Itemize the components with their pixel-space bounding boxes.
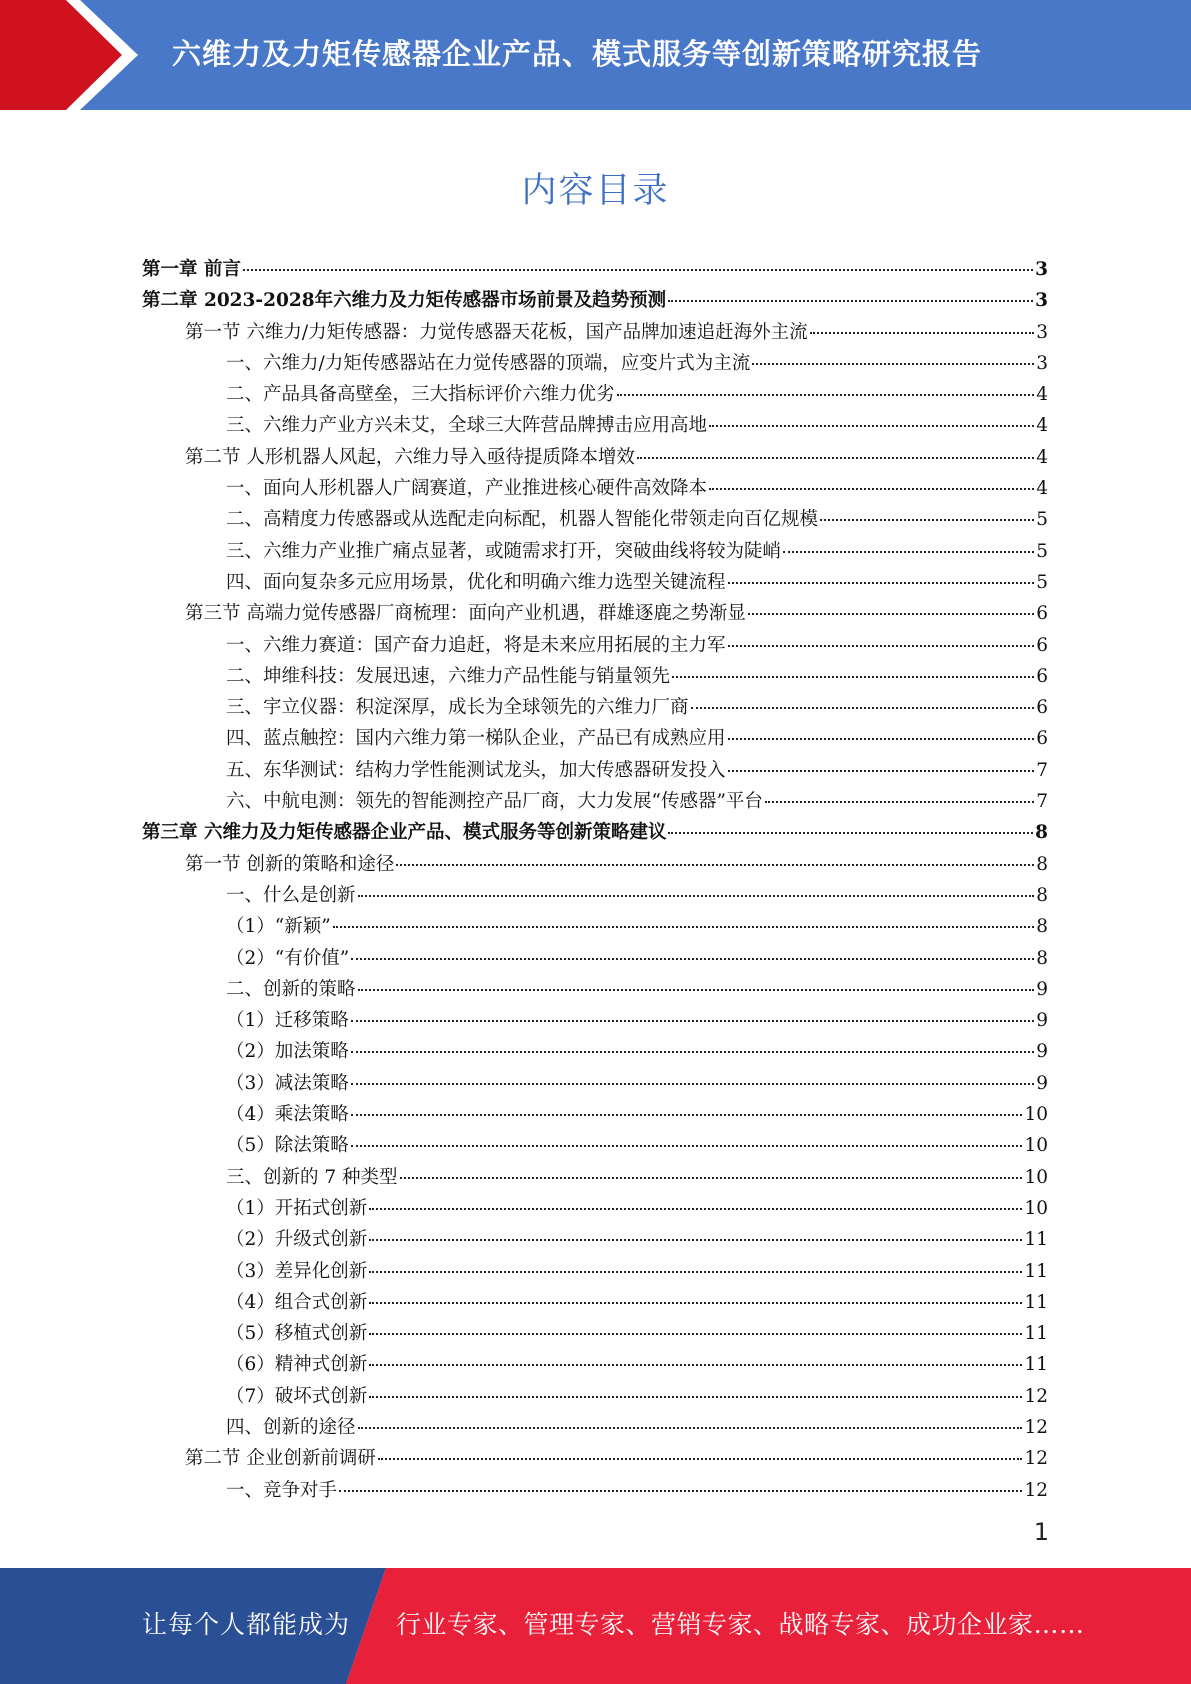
toc-entry-page: 5: [1036, 571, 1048, 593]
toc-dot-leader: [668, 300, 1033, 302]
toc-entry-page: 3: [1036, 352, 1048, 374]
toc-dot-leader: [672, 676, 1034, 678]
toc-entry-title: 三、创新的 7 种类型: [226, 1166, 398, 1188]
toc-entry-title: 一、六维力/力矩传感器站在力觉传感器的顶端，应变片式为主流: [226, 352, 751, 374]
toc-entry-page: 5: [1036, 509, 1048, 531]
toc-dot-leader: [748, 613, 1034, 615]
toc-entry-title: （1）迁移策略: [226, 1010, 349, 1032]
toc-entry-page: 6: [1036, 665, 1048, 687]
toc-entry[interactable]: [142, 974, 1048, 1005]
toc-entry-page: 4: [1036, 478, 1048, 500]
toc-entry[interactable]: [142, 1005, 1048, 1036]
toc-dot-leader: [369, 1364, 1022, 1366]
toc-entry-title: （3）差异化创新: [226, 1260, 368, 1282]
toc-entry[interactable]: [142, 285, 1048, 316]
table-of-contents: [142, 254, 1048, 1506]
toc-entry[interactable]: [142, 911, 1048, 942]
toc-entry-page: 4: [1036, 415, 1048, 437]
toc-dot-leader: [369, 1239, 1022, 1241]
toc-dot-leader: [339, 1490, 1022, 1492]
toc-entry-page: 11: [1024, 1229, 1048, 1251]
toc-entry-title: （2）“有价值”: [226, 947, 350, 969]
toc-entry-page: 8: [1035, 822, 1048, 844]
toc-entry-page: 4: [1036, 384, 1048, 406]
toc-entry-title: （1）“新颖”: [226, 916, 331, 938]
toc-entry-title: 三、六维力产业方兴未艾，全球三大阵营品牌搏击应用高地: [226, 415, 708, 437]
toc-entry-page: 3: [1035, 290, 1048, 312]
toc-entry-title: 五、东华测试：结构力学性能测试龙头，加大传感器研发投入: [226, 759, 726, 781]
toc-dot-leader: [765, 801, 1034, 803]
toc-entry-title: （3）减法策略: [226, 1072, 349, 1094]
toc-dot-leader: [617, 394, 1035, 396]
toc-entry-page: 10: [1024, 1197, 1048, 1219]
toc-entry-title: （5）除法策略: [226, 1135, 349, 1157]
toc-dot-leader: [810, 332, 1035, 334]
toc-entry-title: 四、蓝点触控：国内六维力第一梯队企业，产品已有成熟应用: [226, 728, 726, 750]
toc-entry-page: 8: [1036, 916, 1048, 938]
toc-entry[interactable]: [142, 723, 1048, 754]
toc-dot-leader: [728, 770, 1035, 772]
toc-entry[interactable]: [142, 692, 1048, 723]
toc-entry-title: （7）破坏式创新: [226, 1385, 368, 1407]
toc-entry-title: 二、创新的策略: [226, 978, 356, 1000]
toc-entry[interactable]: [142, 598, 1048, 629]
toc-entry-title: 第二章 2023-2028年六维力及力矩传感器市场前景及趋势预测: [142, 290, 667, 312]
toc-dot-leader: [728, 645, 1035, 647]
toc-entry-title: 第一章 前言: [142, 259, 241, 280]
toc-entry-page: 11: [1024, 1291, 1048, 1313]
toc-entry-title: 三、宇立仪器：积淀深厚，成长为全球领先的六维力厂商: [226, 697, 689, 719]
report-title: 六维力及力矩传感器企业产品、模式服务等创新策略研究报告: [172, 37, 983, 71]
toc-dot-leader: [637, 457, 1034, 459]
toc-dot-leader: [358, 1427, 1023, 1429]
toc-entry-page: 6: [1036, 697, 1048, 719]
toc-entry-page: 10: [1024, 1135, 1048, 1157]
toc-dot-leader: [243, 269, 1033, 271]
toc-entry-page: 12: [1024, 1416, 1048, 1438]
toc-entry[interactable]: [142, 880, 1048, 911]
toc-entry[interactable]: [142, 849, 1048, 880]
toc-dot-leader: [351, 1020, 1034, 1022]
toc-entry-page: 6: [1036, 728, 1048, 750]
toc-dot-leader: [351, 1051, 1034, 1053]
toc-entry-page: 9: [1036, 1072, 1048, 1094]
toc-dot-leader: [691, 707, 1035, 709]
toc-entry[interactable]: [142, 1193, 1048, 1224]
toc-entry-title: （4）乘法策略: [226, 1104, 349, 1126]
toc-entry[interactable]: [142, 1130, 1048, 1161]
toc-entry-title: 第三节 高端力觉传感器厂商梳理：面向产业机遇，群雄逐鹿之势渐显: [185, 603, 746, 625]
toc-entry[interactable]: [142, 1412, 1048, 1443]
toc-entry[interactable]: [142, 348, 1048, 379]
header-chevron-graphic: [0, 0, 160, 110]
toc-entry-title: （2）升级式创新: [226, 1229, 368, 1251]
toc-dot-leader: [351, 1145, 1023, 1147]
toc-entry-title: 第二节 人形机器人风起，六维力导入亟待提质降本增效: [185, 446, 635, 468]
toc-entry-page: 9: [1036, 1041, 1048, 1063]
toc-dot-leader: [728, 582, 1035, 584]
toc-entry-title: （4）组合式创新: [226, 1291, 368, 1313]
toc-dot-leader: [378, 1458, 1023, 1460]
toc-entry-title: 二、高精度力传感器或从选配走向标配，机器人智能化带领走向百亿规模: [226, 509, 819, 531]
toc-entry-page: 3: [1036, 321, 1048, 343]
toc-entry[interactable]: [142, 755, 1048, 786]
toc-entry-title: （2）加法策略: [226, 1041, 349, 1063]
toc-entry[interactable]: [142, 317, 1048, 348]
toc-entry[interactable]: [142, 567, 1048, 598]
toc-entry[interactable]: [142, 1068, 1048, 1099]
toc-entry[interactable]: [142, 943, 1048, 974]
toc-entry-title: 第三章 六维力及力矩传感器企业产品、模式服务等创新策略建议: [142, 822, 667, 844]
toc-entry-page: 11: [1024, 1354, 1048, 1376]
toc-dot-leader: [351, 1114, 1023, 1116]
toc-entry[interactable]: [142, 1224, 1048, 1255]
toc-entry[interactable]: [142, 536, 1048, 567]
toc-entry-page: 9: [1036, 978, 1048, 1000]
toc-entry[interactable]: [142, 817, 1048, 848]
toc-dot-leader: [369, 1302, 1022, 1304]
toc-entry-title: 二、坤维科技：发展迅速，六维力产品性能与销量领先: [226, 665, 671, 687]
toc-entry[interactable]: [142, 1443, 1048, 1474]
toc-entry-page: 7: [1036, 791, 1048, 813]
toc-entry-page: 12: [1024, 1448, 1048, 1470]
footer-slogan-right: 行业专家、管理专家、营销专家、战略专家、成功企业家……: [396, 1610, 1085, 1639]
toc-heading: 内容目录: [521, 171, 670, 211]
toc-entry-page: 11: [1024, 1260, 1048, 1282]
toc-entry[interactable]: [142, 1287, 1048, 1318]
toc-entry-title: 三、六维力产业推广痛点显著，或随需求打开，突破曲线将较为陡峭: [226, 540, 782, 562]
footer-slogan-left: 让每个人都能成为: [142, 1610, 351, 1639]
toc-entry[interactable]: [142, 661, 1048, 692]
toc-entry-page: 8: [1036, 947, 1048, 969]
header-banner: [0, 0, 1191, 110]
toc-entry[interactable]: [142, 410, 1048, 441]
toc-dot-leader: [709, 425, 1034, 427]
toc-dot-leader: [369, 1333, 1022, 1335]
toc-dot-leader: [400, 1177, 1023, 1179]
toc-entry-page: 8: [1036, 884, 1048, 906]
toc-entry[interactable]: [142, 1162, 1048, 1193]
toc-entry-page: 3: [1035, 259, 1048, 280]
toc-dot-leader: [728, 738, 1035, 740]
toc-entry-title: （5）移植式创新: [226, 1323, 368, 1345]
toc-entry-page: 10: [1024, 1166, 1048, 1188]
toc-entry[interactable]: [142, 504, 1048, 535]
toc-entry[interactable]: [142, 1381, 1048, 1412]
toc-dot-leader: [369, 1271, 1022, 1273]
toc-dot-leader: [820, 519, 1034, 521]
toc-dot-leader: [369, 1208, 1022, 1210]
toc-dot-leader: [709, 488, 1034, 490]
toc-entry-page: 12: [1024, 1479, 1048, 1501]
toc-dot-leader: [358, 895, 1035, 897]
toc-entry-page: 10: [1024, 1104, 1048, 1126]
toc-entry[interactable]: [142, 442, 1048, 473]
toc-entry[interactable]: [142, 1036, 1048, 1067]
toc-entry[interactable]: [142, 1099, 1048, 1130]
toc-dot-leader: [358, 989, 1035, 991]
toc-entry-page: 5: [1036, 540, 1048, 562]
toc-entry-title: 四、面向复杂多元应用场景，优化和明确六维力选型关键流程: [226, 571, 726, 593]
toc-entry-title: 第二节 企业创新前调研: [185, 1448, 376, 1470]
toc-dot-leader: [752, 363, 1034, 365]
toc-dot-leader: [351, 958, 1034, 960]
toc-entry-page: 8: [1036, 853, 1048, 875]
toc-entry[interactable]: [142, 1475, 1048, 1506]
toc-entry-page: 6: [1036, 603, 1048, 625]
page-number: 1: [1033, 1518, 1049, 1546]
toc-entry-page: 11: [1024, 1323, 1048, 1345]
toc-entry[interactable]: [142, 1318, 1048, 1349]
toc-entry-title: （1）开拓式创新: [226, 1197, 368, 1219]
toc-entry[interactable]: [142, 1256, 1048, 1287]
toc-entry-page: 4: [1036, 446, 1048, 468]
toc-entry-title: 一、六维力赛道：国产奋力追赶，将是未来应用拓展的主力军: [226, 634, 726, 656]
toc-entry[interactable]: [142, 1349, 1048, 1380]
toc-dot-leader: [333, 926, 1035, 928]
toc-dot-leader: [351, 1083, 1034, 1085]
toc-entry-page: 12: [1024, 1385, 1048, 1407]
toc-entry[interactable]: [142, 630, 1048, 661]
toc-entry-title: （6）精神式创新: [226, 1354, 368, 1376]
toc-entry-title: 六、中航电测：领先的智能测控产品厂商，大力发展“传感器”平台: [226, 791, 763, 813]
toc-dot-leader: [668, 832, 1033, 834]
toc-dot-leader: [783, 551, 1034, 553]
toc-entry-title: 一、什么是创新: [226, 884, 356, 906]
toc-entry-title: 二、产品具备高壁垒，三大指标评价六维力优劣: [226, 384, 615, 406]
footer-banner: [0, 1568, 1191, 1684]
toc-dot-leader: [396, 864, 1034, 866]
toc-entry-title: 四、创新的途径: [226, 1416, 356, 1438]
toc-entry-title: 第一节 六维力/力矩传感器：力觉传感器天花板，国产品牌加速追赶海外主流: [185, 321, 808, 343]
toc-entry-title: 一、竞争对手: [226, 1479, 338, 1501]
toc-entry[interactable]: [142, 379, 1048, 410]
toc-entry-title: 一、面向人形机器人广阔赛道，产业推进核心硬件高效降本: [226, 478, 708, 500]
toc-entry-title: 第一节 创新的策略和途径: [185, 853, 395, 875]
toc-entry[interactable]: [142, 786, 1048, 817]
toc-entry-page: 9: [1036, 1010, 1048, 1032]
toc-entry[interactable]: [142, 473, 1048, 504]
toc-entry-page: 7: [1036, 759, 1048, 781]
toc-entry[interactable]: [142, 254, 1048, 285]
toc-dot-leader: [369, 1396, 1022, 1398]
toc-entry-page: 6: [1036, 634, 1048, 656]
